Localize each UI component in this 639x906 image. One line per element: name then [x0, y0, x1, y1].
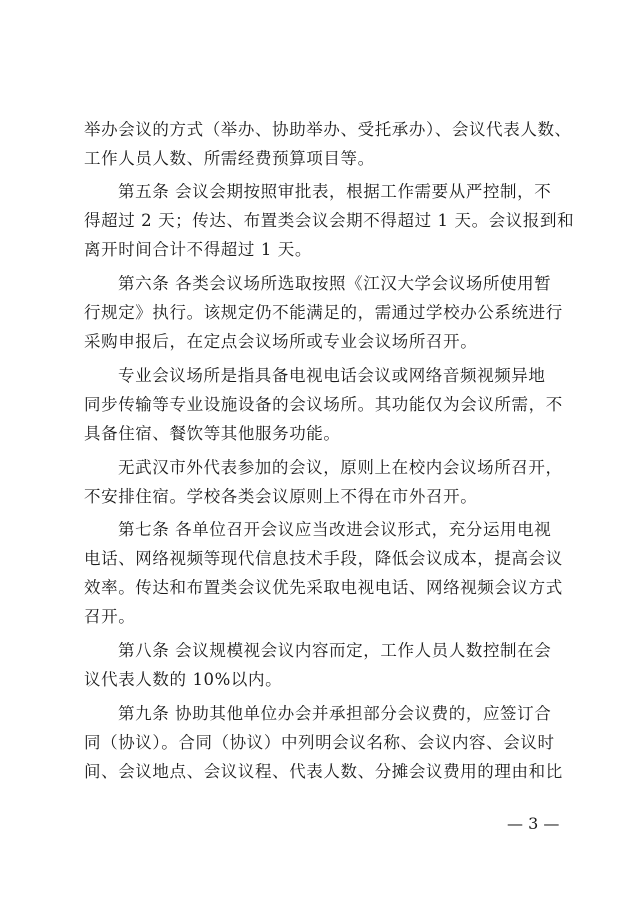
venue-paragraph-line-1: 专业会议场所是指具备电视电话会议或网络音频视频异地 — [118, 366, 546, 385]
text-line-1: 举办会议的方式（举办、协助举办、受托承办）、会议代表人数、 — [84, 120, 572, 139]
text-line-2: 工作人员人数、所需经费预算项目等。 — [84, 149, 375, 168]
article-9-line-3: 间、会议地点、会议议程、代表人数、分摊会议费用的理由和比 — [84, 762, 563, 781]
article-7-line-4: 召开。 — [84, 607, 136, 626]
local-meeting-line-1: 无武汉市外代表参加的会议，原则上在校内会议场所召开， — [118, 458, 563, 477]
article-9-line-1: 第九条 协助其他单位办会并承担部分会议费的，应签订合 — [118, 704, 552, 723]
article-7-line-2: 电话、网络视频等现代信息技术手段，降低会议成本，提高会议 — [84, 549, 563, 568]
article-5-line-2: 得超过 2 天；传达、布置类会议会期不得超过 1 天。会议报到和 — [84, 211, 575, 230]
venue-paragraph-line-3: 具备住宿、餐饮等其他服务功能。 — [84, 424, 341, 443]
article-7-line-3: 效率。传达和布置类会议优先采取电视电话、网络视频会议方式 — [84, 578, 563, 597]
article-8-line-1: 第八条 会议规模视会议内容而定，工作人员人数控制在会 — [118, 641, 552, 660]
article-7-line-1: 第七条 各单位召开会议应当改进会议形式，充分运用电视 — [118, 520, 552, 539]
local-meeting-line-2: 不安排住宿。学校各类会议原则上不得在市外召开。 — [84, 487, 478, 506]
article-6-line-2: 行规定》执行。该规定仍不能满足的，需通过学校办公系统进行 — [84, 303, 563, 322]
venue-paragraph-line-2: 同步传输等专业设施设备的会议场所。其功能仅为会议所需，不 — [84, 395, 563, 414]
article-8-line-2: 议代表人数的 10%以内。 — [84, 670, 283, 689]
article-5-line-3: 离开时间合计不得超过 1 天。 — [84, 240, 312, 259]
article-6-line-3: 采购申报后，在定点会议场所或专业会议场所召开。 — [84, 332, 478, 351]
page-number: — 3 — — [507, 814, 560, 833]
article-5-line-1: 第五条 会议会期按照审批表，根据工作需要从严控制，不 — [118, 182, 552, 201]
article-9-line-2: 同（协议）。合同（协议）中列明会议名称、会议内容、会议时 — [84, 733, 555, 752]
article-6-line-1: 第六条 各类会议场所选取按照《江汉大学会议场所使用暂 — [118, 274, 552, 293]
